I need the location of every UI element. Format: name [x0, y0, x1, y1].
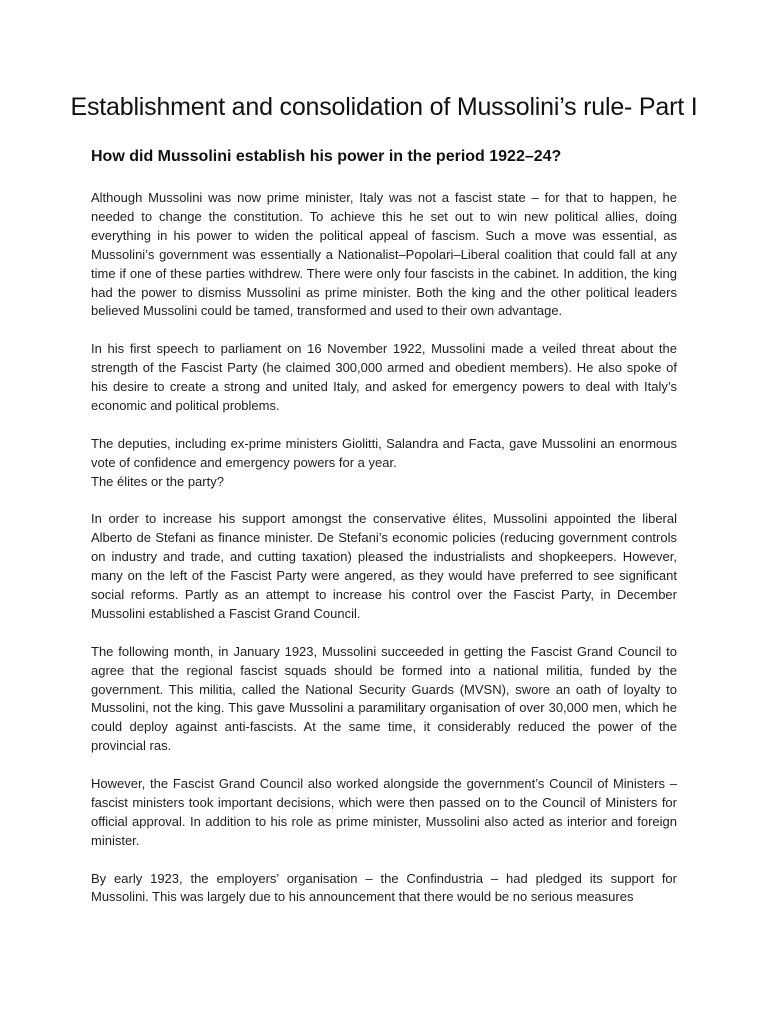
paragraph-7: By early 1923, the employers’ organisation – the Confindustria – had pledged its support for Mussolini. This was largely due to his announcement that there would be no serious measures: [91, 870, 677, 905]
paragraph-1: Although Mussolini was now prime minister, Italy was not a fascist state – for that to happen, he needed to change the constitution. To achieve this he set out to win new political allies, doing everything in his power to widen the political appeal of fascism. Such a move was essential, as Mussolini’s government was essentially a Nationalist–Popolari–Liberal coalition that could fall at any time if one of these parties withdrew. There were only four fascists in the cabinet. In addition, the king had the power to dismiss Mussolini as prime minister. Both the king and the other political leaders believed Mussolini could be tamed, transformed and used to their own advantage.: [91, 190, 677, 319]
paragraph-2: In his first speech to parliament on 16 November 1922, Mussolini made a veiled threat about the strength of the Fascist Party (he claimed 300,000 armed and obedient members). He also spoke of his desire to create a strong and united Italy, and asked for emergency powers to deal with Italy’s economic and political problems.: [91, 341, 677, 413]
paragraph-4: In order to increase his support amongst the conservative élites, Mussolini appointed the liberal Alberto de Stefani as finance minister. De Stefani’s economic policies (reducing government controls on industry and trade, and cutting taxation) pleased the industrialists and shopkeepers. However, many on the left of the Fascist Party were angered, as they would have preferred to see significant social reforms. Partly as an attempt to increase his control over the Fascist Party, in December Mussolini established a Fascist Grand Council.: [91, 511, 677, 621]
section-heading: How did Mussolini establish his power in the period 1922–24?: [91, 148, 562, 165]
paragraph-5: The following month, in January 1923, Mussolini succeeded in getting the Fascist Grand Council to agree that the regional fascist squads should be formed into a national militia, funded by the government. This militia, called the National Security Guards (MVSN), swore an oath of loyalty to Mussolini, not the king. This gave Mussolini a paramilitary organisation of over 30,000 men, which he could deploy against anti-fascists. At the same time, it considerably reduced the power of the provincial ras.: [91, 643, 677, 754]
document-body: [91, 189, 677, 926]
paragraph-6: However, the Fascist Grand Council also worked alongside the government’s Council of Ministers – fascist ministers took important decisions, which were then passed on to the Council of Ministers for official approval. In addition to his role as prime minister, Mussolini also acted as interior and foreign minister.: [91, 776, 677, 848]
document-title: Establishment and consolidation of Mussolini’s rule- Part I: [70, 93, 698, 121]
paragraph-3: The deputies, including ex-prime ministers Giolitti, Salandra and Facta, gave Mussolini an enormous vote of confidence and emergency powers for a year.: [91, 435, 677, 470]
subheading-elites-or-party: The élites or the party?: [91, 473, 224, 489]
